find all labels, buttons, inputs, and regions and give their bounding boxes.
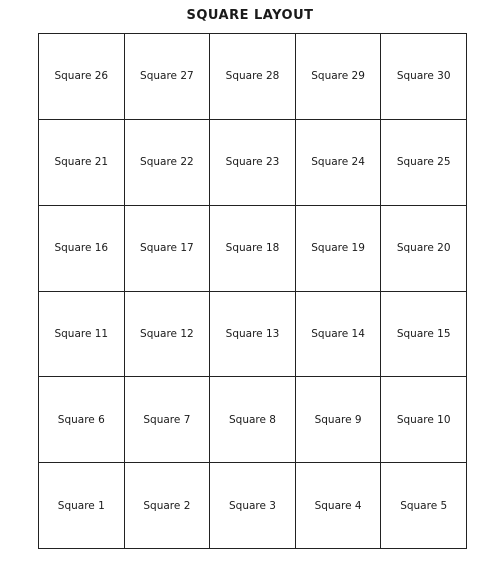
page-title: SQUARE LAYOUT xyxy=(186,8,314,23)
grid-cell: Square 6 xyxy=(39,377,125,463)
square-grid xyxy=(38,33,467,549)
grid-cell: Square 28 xyxy=(210,34,296,120)
grid-cell: Square 5 xyxy=(381,463,467,549)
grid-cell: Square 9 xyxy=(296,377,382,463)
grid-cell: Square 20 xyxy=(381,206,467,292)
grid-cell: Square 26 xyxy=(39,34,125,120)
grid-cell: Square 11 xyxy=(39,292,125,378)
grid-cell: Square 2 xyxy=(125,463,211,549)
grid-cell: Square 29 xyxy=(296,34,382,120)
grid-cell: Square 7 xyxy=(125,377,211,463)
grid-cell: Square 4 xyxy=(296,463,382,549)
grid-cell: Square 1 xyxy=(39,463,125,549)
grid-cell: Square 18 xyxy=(210,206,296,292)
grid-cell: Square 12 xyxy=(125,292,211,378)
grid-cell: Square 13 xyxy=(210,292,296,378)
grid-cell: Square 22 xyxy=(125,120,211,206)
grid-cell: Square 30 xyxy=(381,34,467,120)
grid-cell: Square 15 xyxy=(381,292,467,378)
grid-cell: Square 27 xyxy=(125,34,211,120)
grid-cell: Square 14 xyxy=(296,292,382,378)
grid-cell: Square 19 xyxy=(296,206,382,292)
grid-cell: Square 23 xyxy=(210,120,296,206)
grid-cell: Square 25 xyxy=(381,120,467,206)
grid-cell: Square 16 xyxy=(39,206,125,292)
grid-cell: Square 3 xyxy=(210,463,296,549)
grid-cell: Square 24 xyxy=(296,120,382,206)
grid-cell: Square 8 xyxy=(210,377,296,463)
grid-cell: Square 21 xyxy=(39,120,125,206)
grid-cell: Square 10 xyxy=(381,377,467,463)
grid-cell: Square 17 xyxy=(125,206,211,292)
